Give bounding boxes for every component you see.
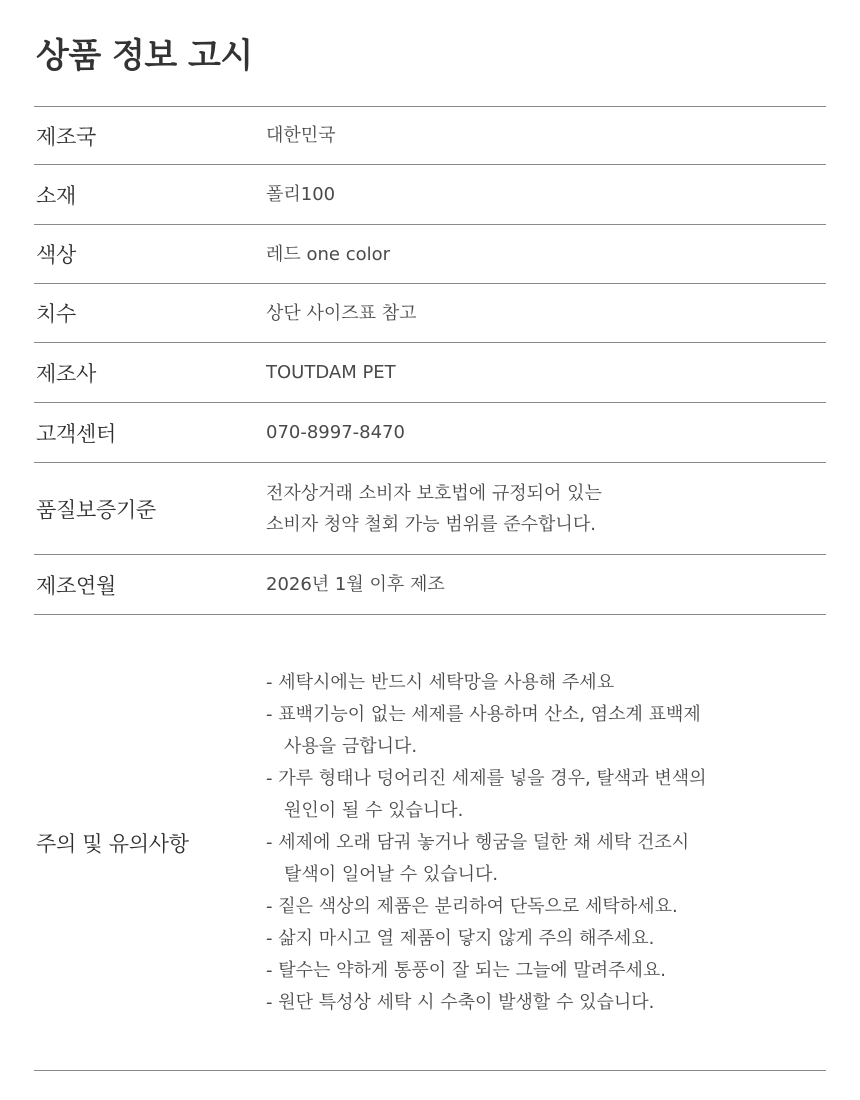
- table-row: [34, 555, 826, 615]
- list-item: [266, 955, 826, 987]
- table-row: [34, 165, 826, 225]
- table-row: [34, 463, 826, 555]
- list-item: [266, 827, 826, 891]
- row-label: 소재: [36, 183, 76, 208]
- table-row: [34, 343, 826, 403]
- list-item: [266, 763, 826, 827]
- care-line: - 표백기능이 없는 세제를 사용하며 산소, 염소계 표백제: [266, 703, 701, 725]
- row-value: 레드 one color: [266, 243, 391, 265]
- table-row: [34, 284, 826, 343]
- care-line: - 가루 형태나 덩어리진 세제를 넣을 경우, 탈색과 변색의: [266, 767, 707, 789]
- list-item: [266, 667, 826, 699]
- care-line: - 삶지 마시고 열 제품이 닿지 않게 주의 해주세요.: [266, 927, 655, 949]
- row-value: 대한민국: [266, 125, 336, 146]
- care-line: 원인이 될 수 있습니다.: [284, 799, 464, 821]
- list-item: [266, 891, 826, 923]
- care-line: - 탈수는 약하게 통풍이 잘 되는 그늘에 말려주세요.: [266, 959, 667, 981]
- row-label: 제조사: [36, 361, 96, 386]
- row-value: 상단 사이즈표 참고: [266, 302, 417, 324]
- list-item: [266, 923, 826, 955]
- row-value: 폴리100: [266, 184, 336, 205]
- list-item: [266, 987, 826, 1019]
- row-label: 주의 및 유의사항: [36, 831, 189, 856]
- row-value: 070-8997-8470: [266, 422, 405, 443]
- row-value: [266, 478, 826, 540]
- table-row-care: [34, 615, 826, 1071]
- row-label: 품질보증기준: [36, 497, 156, 522]
- list-item: [266, 699, 826, 763]
- table-row: [34, 225, 826, 284]
- care-line: - 세제에 오래 담궈 놓거나 헹굼을 덜한 채 세탁 건조시: [266, 831, 690, 853]
- care-line: - 짙은 색상의 제품은 분리하여 단독으로 세탁하세요.: [266, 895, 678, 917]
- care-line: 탈색이 일어날 수 있습니다.: [284, 863, 499, 885]
- row-label: 고객센터: [36, 421, 116, 446]
- care-line: 사용을 금합니다.: [284, 735, 418, 757]
- care-instructions: [266, 667, 826, 1019]
- info-table: [34, 106, 826, 1071]
- row-label: 색상: [36, 243, 76, 267]
- row-label: 치수: [36, 302, 76, 326]
- care-list: [266, 667, 826, 1019]
- row-label: 제조연월: [36, 573, 116, 598]
- care-line: - 세탁시에는 반드시 세탁망을 사용해 주세요: [266, 671, 615, 693]
- row-value: 2026년 1월 이후 제조: [266, 574, 445, 595]
- value-line: 소비자 청약 철회 가능 범위를 준수합니다.: [266, 513, 596, 535]
- table-row: [34, 403, 826, 463]
- page-title: 상품 정보 고시: [36, 36, 253, 76]
- care-line: - 원단 특성상 세탁 시 수축이 발생할 수 있습니다.: [266, 991, 655, 1013]
- table-row: [34, 107, 826, 165]
- value-line: 전자상거래 소비자 보호법에 규정되어 있는: [266, 482, 602, 504]
- row-value: TOUTDAM PET: [266, 362, 396, 383]
- row-label: 제조국: [36, 124, 96, 149]
